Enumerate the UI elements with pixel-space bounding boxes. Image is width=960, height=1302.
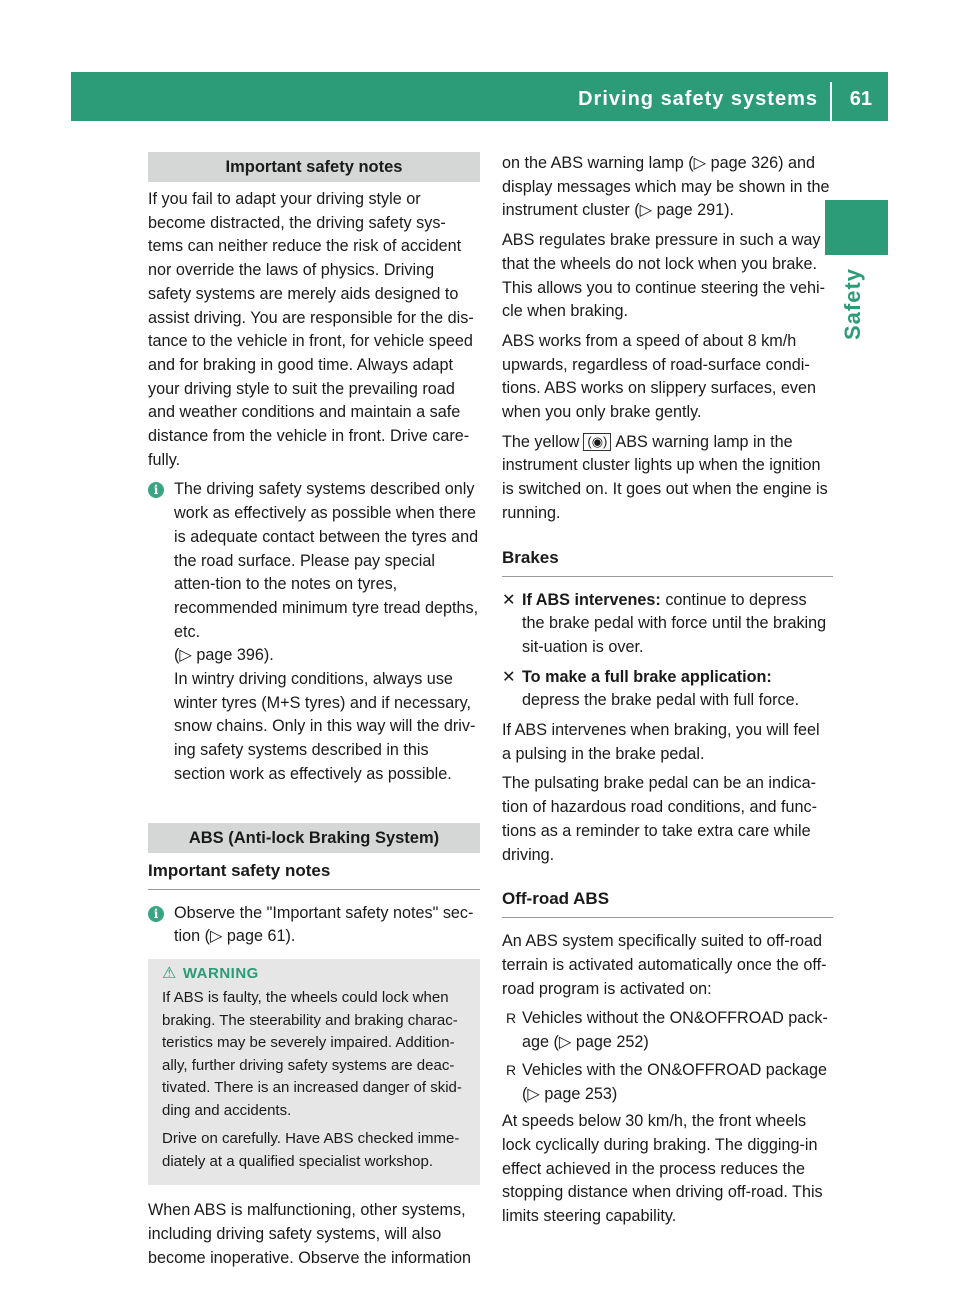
- abs-regulates-paragraph: ABS regulates brake pressure in such a way that the wheels do not lock when you brake. This allows you to continue steering the vehi-cle when braking.: [502, 231, 826, 321]
- page-number: 61: [849, 88, 872, 110]
- brakes-pulsing-paragraph: The pulsating brake pedal can be an indica-tion of hazardous road conditions, and func-tions as a reminder to take extra care while driving.: [502, 774, 817, 864]
- chapter-label-text: Safety: [840, 267, 865, 340]
- step-item: [502, 666, 833, 713]
- offroad-speeds-paragraph: At speeds below 30 km/h, the front wheels lock cyclically during braking. The digging-in effect achieved in the process reduces the stopping distance when driving off-road. This limits steering capability.: [502, 1112, 823, 1226]
- info-note-abs: [148, 902, 480, 949]
- warning-title: WARNING: [182, 964, 259, 982]
- info-note-winter: In wintry driving conditions, always use winter tyres (M+S tyres) and if necessary, snow chains. Only in this way will the driv-ing safety systems described in this section work as effectively as possible.: [174, 670, 476, 783]
- offroad-paragraph: An ABS system specifically suited to off-road terrain is activated automatically once the off-road program is activated on:: [502, 932, 827, 998]
- step-bold: To make a full brake application:: [522, 667, 772, 686]
- brakes-feel-paragraph: If ABS intervenes when braking, you will feel a pulsing in the brake pedal.: [502, 721, 820, 763]
- warning-action: Drive on carefully. Have ABS checked imme-diately at a qualified specialist workshop.: [162, 1130, 460, 1170]
- header-title: Driving safety systems: [578, 88, 818, 110]
- warning-triangle-icon: ⚠: [162, 964, 177, 982]
- header-divider: [830, 82, 832, 121]
- info-note-text: The driving safety systems described only work as effectively as possible when there is adequate contact between the tyres and the road surface. Please pay special atten-tion to the notes on tyres, recommended minimum tyre tread depths, etc.: [174, 480, 479, 641]
- malfunction-paragraph: When ABS is malfunctioning, other systems, including driving safety systems, will also become inoperative. Observe the information: [148, 1201, 472, 1267]
- warning-text: If ABS is faulty, the wheels could lock when braking. The steerability and braking charac-teristics may be severely impaired. Addition-ally, further driving safety systems are deac-tivated. There is an increased danger of skid-ding and accidents.: [162, 989, 462, 1119]
- step-arrow-icon: ✕: [502, 590, 516, 609]
- info-note: [148, 478, 480, 786]
- info-icon: i: [148, 906, 164, 922]
- section-heading-safety-notes: Important safety notes: [148, 152, 480, 182]
- step-bold: If ABS intervenes:: [522, 590, 661, 609]
- step-text: continue to depress the brake pedal with force until the braking sit-uation is over.: [522, 590, 827, 656]
- step-text: depress the brake pedal with full force.: [522, 691, 800, 710]
- warning-heading: [162, 963, 466, 986]
- left-column: [148, 152, 480, 1277]
- abs-lamp-paragraph: on the ABS warning lamp (▷ page 326) and display messages which may be shown in the instrument cluster (▷ page 291).: [502, 154, 830, 220]
- warning-box: [148, 959, 480, 1186]
- bullet-icon: R: [506, 1061, 517, 1078]
- page-header: [71, 72, 888, 121]
- list-item: [502, 1059, 833, 1106]
- info-icon: i: [148, 482, 164, 498]
- intro-paragraph: If you fail to adapt your driving style or become distracted, the driving safety sys-tems can neither reduce the risk of accident nor override the laws of physics. Driving safety systems are merely aids designed to assist driving. You are responsible for the dis-tance to the vehicle in front, for vehicle speed and for braking in good time. Always adapt your driving style to suit the prevailing road and weather conditions and maintain a safe distance from the vehicle in front. Drive care-fully.: [148, 190, 474, 469]
- chapter-tab: [825, 200, 888, 255]
- info-note-ref[interactable]: (▷ page 396).: [174, 646, 274, 665]
- bullet-icon: R: [506, 1010, 517, 1027]
- abs-warning-lamp-icon: (◉): [583, 433, 611, 451]
- subheading-offroad-abs: Off-road ABS: [502, 887, 833, 918]
- chapter-label: [840, 267, 880, 350]
- subheading-brakes: Brakes: [502, 546, 833, 577]
- yellow-lamp-paragraph: [502, 431, 833, 526]
- yellow-lamp-text-a: The yellow: [502, 432, 580, 451]
- abs-works-paragraph: ABS works from a speed of about 8 km/h upwards, regardless of road-surface condi-tions. ABS works on slippery surfaces, even when you only brake gently.: [502, 331, 817, 422]
- list-item-text: Vehicles without the ON&OFFROAD pack-age (▷ page 252): [522, 1009, 828, 1052]
- right-column: [502, 152, 833, 1235]
- step-arrow-icon: ✕: [502, 667, 516, 686]
- list-item: [502, 1007, 833, 1054]
- step-item: [502, 589, 833, 660]
- info-note-abs-text: Observe the "Important safety notes" sec-tion (▷ page 61).: [174, 903, 474, 946]
- section-heading-abs: ABS (Anti-lock Braking System): [148, 823, 480, 853]
- list-item-text: Vehicles with the ON&OFFROAD package (▷ page 253): [522, 1060, 827, 1103]
- yellow-lamp-text-b: ABS warning lamp in the instrument cluster lights up when the ignition is switched on. It goes out when the engine is running.: [502, 432, 828, 522]
- subheading-abs-safety: Important safety notes: [148, 859, 480, 890]
